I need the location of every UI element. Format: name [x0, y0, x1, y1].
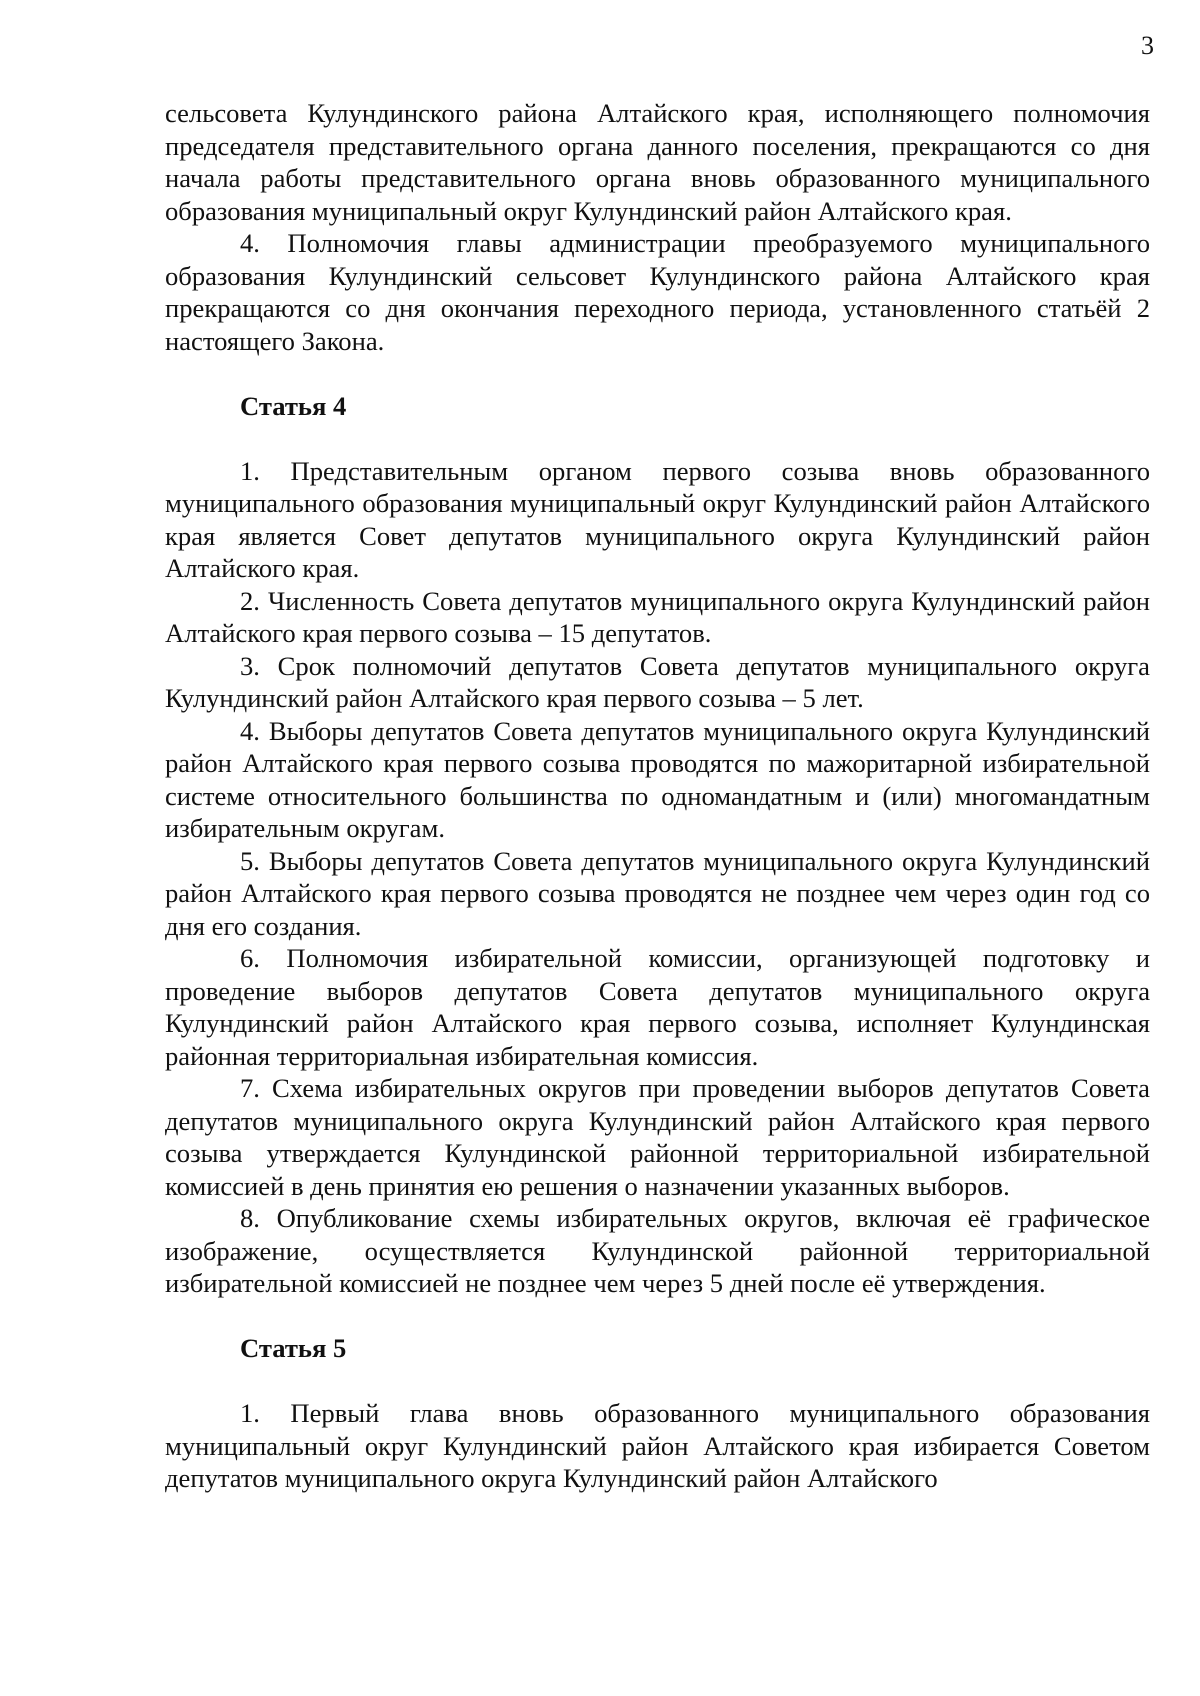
- article-4-item-7: 7. Схема избирательных округов при проведении выборов депутатов Совета депутатов муниципального округа Кулундинский район Алтайского края первого созыва утверждается Кулундинской районной территориальной избирательной комиссией в день принятия ею решения о назначении указанных выборов.: [165, 1073, 1150, 1201]
- article-4-heading: Статья 4: [240, 390, 347, 421]
- article-5-heading: Статья 5: [240, 1333, 347, 1363]
- article-5-item-1: 1. Первый глава вновь образованного муниципального образования муниципальный округ Кулундинский район Алтайского края избирается Советом депутатов муниципального округа Кулундинский район Алтайского: [165, 1398, 1150, 1493]
- intro-paragraph-4: 4. Полномочия главы администрации преобразуемого муниципального образования Кулундинский сельсовет Кулундинского района Алтайского края прекращаются со дня окончания переходного периода, установленного статьёй 2 настоящего Закона.: [165, 228, 1150, 356]
- spacer: [165, 357, 1150, 390]
- article-4-item-5: 5. Выборы депутатов Совета депутатов муниципального округа Кулундинский район Алтайского края первого созыва проводятся не позднее чем через один год со дня его создания.: [165, 845, 1150, 941]
- article-4-item-3: 3. Срок полномочий депутатов Совета депутатов муниципального округа Кулундинский район Алтайского края первого созыва – 5 лет.: [165, 650, 1150, 713]
- spacer: [165, 422, 1150, 455]
- article-4-item-2: 2. Численность Совета депутатов муниципального округа Кулундинский район Алтайского края первого созыва – 15 депутатов.: [165, 585, 1150, 648]
- article-4-item-1: 1. Представительным органом первого созыва вновь образованного муниципального образования муниципальный округ Кулундинский район Алтайского края является Совет депутатов муниципального округа Кулундинский район Алтайского края.: [165, 455, 1150, 583]
- article-4-item-4: 4. Выборы депутатов Совета депутатов муниципального округа Кулундинский район Алтайского края первого созыва проводятся по мажоритарной избирательной системе относительного большинства по одномандатным и (или) многомандатным избирательным округам.: [165, 715, 1150, 843]
- page-number: 3: [1141, 31, 1154, 60]
- spacer: [165, 1300, 1150, 1333]
- document-body: [165, 97, 1150, 1495]
- spacer: [165, 1365, 1150, 1398]
- article-4-item-6: 6. Полномочия избирательной комиссии, организующей подготовку и проведение выборов депутатов Совета депутатов муниципального округа Кулундинский район Алтайского края первого созыва, исполняет Кулундинская районная территориальная избирательная комиссия.: [165, 943, 1150, 1071]
- article-4-item-8: 8. Опубликование схемы избирательных округов, включая её графическое изображение, осуществляется Кулундинской районной территориальной избирательной комиссией не позднее чем через 5 дней после её утверждения.: [165, 1203, 1150, 1298]
- intro-paragraph-continuation: сельсовета Кулундинского района Алтайского края, исполняющего полномочия председателя представительного органа данного поселения, прекращаются со дня начала работы представительного органа вновь образованного муниципального образования муниципальный округ Кулундинский район Алтайского края.: [165, 98, 1150, 226]
